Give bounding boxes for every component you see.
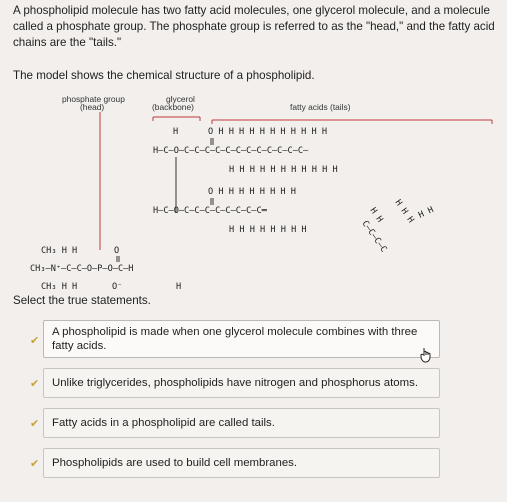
option-2-text: Unlike triglycerides, phospholipids have nitrogen and phosphorus atoms. — [52, 377, 418, 389]
svg-text:H—C—O—C—C—C—C—C—C—C—C═: H—C—O—C—C—C—C—C—C—C—C═ — [153, 206, 267, 216]
svg-text:H—C—O—C—C—C—C—C—C—C—C—C—C—C—C—: H—C—O—C—C—C—C—C—C—C—C—C—C—C—C— — [153, 146, 309, 156]
svg-text:O: O — [114, 246, 120, 256]
svg-text:C—C—C—C: C—C—C—C — [359, 218, 389, 255]
svg-text:CH₃ H H: CH₃ H H — [41, 246, 78, 256]
hand-pointer-icon — [420, 347, 434, 363]
phospholipid-diagram — [0, 90, 507, 290]
chemical-structure — [30, 127, 435, 290]
option-4[interactable] — [43, 448, 440, 478]
svg-text:H H: H H — [417, 205, 436, 221]
label-fatty-acids: fatty acids (tails) — [290, 102, 351, 112]
intro-text: A phospholipid molecule has two fatty acid molecules, one glycerol molecule, and a molecule called a phosphate group. The phosphate group is referred to as the "head," and the fatty acid chains are the "tails." — [13, 4, 495, 49]
label-backbone: (backbone) — [152, 102, 194, 112]
svg-text:O H H H H H H H H: O H H H H H H H H — [208, 187, 296, 197]
svg-text:H H H H H H H H: H H H H H H H H — [229, 225, 307, 235]
check-icon: ✔ — [30, 457, 40, 470]
svg-text:O⁻: O⁻ — [112, 282, 123, 290]
option-2[interactable] — [43, 368, 440, 398]
option-3-text: Fatty acids in a phospholipid are called tails. — [52, 417, 275, 429]
check-icon: ✔ — [30, 334, 40, 347]
svg-text:O H H H H H H H H H: O H H H H H H H H H H H — [208, 127, 327, 137]
svg-text:H H: H H — [367, 205, 385, 225]
option-1[interactable] — [43, 320, 440, 358]
option-3[interactable] — [43, 408, 440, 438]
svg-text:H: H — [173, 127, 179, 137]
svg-text:CH₃—N⁺—C—C—O—P—O—C—H: CH₃—N⁺—C—C—O—P—O—C—H — [30, 264, 134, 274]
label-head: (head) — [80, 102, 105, 112]
option-1-text: A phospholipid is made when one glycerol molecule combines with three fatty acids. — [52, 326, 418, 352]
svg-text:H H H: H H H — [392, 197, 416, 225]
select-prompt: Select the true statements. — [13, 294, 151, 307]
label-glycerol: glycerol — [166, 94, 195, 104]
svg-text:CH₃ H H: CH₃ H H — [41, 282, 78, 290]
check-icon: ✔ — [30, 417, 40, 430]
check-icon: ✔ — [30, 377, 40, 390]
svg-text:H: H — [176, 282, 182, 290]
label-phosphate-group: phosphate group — [62, 94, 125, 104]
option-4-text: Phospholipids are used to build cell membranes. — [52, 457, 298, 469]
svg-text:H H H H H H H H H H: H H H H H H H H H H H — [229, 165, 338, 175]
model-description: The model shows the chemical structure of a phospholipid. — [13, 69, 315, 82]
